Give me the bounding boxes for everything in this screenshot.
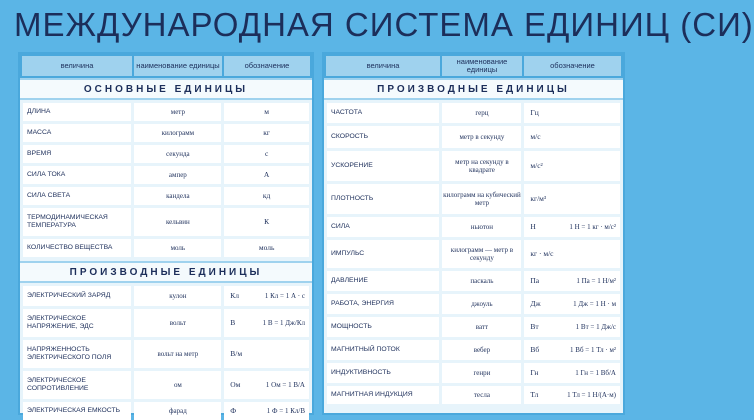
header-unit-name: наименование единицы bbox=[134, 56, 222, 76]
symbol-cell: моль bbox=[224, 239, 309, 257]
table-row bbox=[324, 184, 623, 214]
quantity-cell: СКОРОСТЬ bbox=[327, 126, 439, 148]
unit-name-cell: килограмм bbox=[134, 124, 221, 142]
symbol-cell bbox=[524, 151, 620, 181]
table-row bbox=[20, 166, 312, 184]
quantity-cell: УСКОРЕНИЕ bbox=[327, 151, 439, 181]
unit-name-cell: кандела bbox=[134, 187, 221, 205]
symbol-cell bbox=[224, 286, 309, 306]
table-row bbox=[324, 317, 623, 337]
unit-symbol: Гн bbox=[530, 367, 539, 377]
table-row bbox=[20, 340, 312, 368]
unit-symbol: Вт bbox=[530, 321, 539, 331]
table-row bbox=[324, 271, 623, 291]
unit-relation: 1 Н = 1 кг · м/с² bbox=[569, 222, 616, 231]
quantity-cell: МАГНИТНАЯ ИНДУКЦИЯ bbox=[327, 386, 439, 404]
table-row bbox=[20, 124, 312, 142]
quantity-cell: СИЛА СВЕТА bbox=[23, 187, 131, 205]
table-row bbox=[324, 340, 623, 360]
quantity-cell: РАБОТА, ЭНЕРГИЯ bbox=[327, 294, 439, 314]
table-row bbox=[20, 286, 312, 306]
symbol-cell bbox=[524, 317, 620, 337]
header-quantity: величина bbox=[326, 56, 440, 76]
quantity-cell: СИЛА ТОКА bbox=[23, 166, 131, 184]
quantity-cell: ЭЛЕКТРИЧЕСКИЙ ЗАРЯД bbox=[23, 286, 131, 306]
symbol-cell bbox=[224, 402, 309, 420]
unit-name-cell: метр bbox=[134, 103, 221, 121]
table-row bbox=[20, 103, 312, 121]
unit-name-cell: вольт bbox=[134, 309, 221, 337]
symbol-cell: кг bbox=[224, 124, 309, 142]
header-symbol: обозначение bbox=[524, 56, 621, 76]
table-row bbox=[20, 187, 312, 205]
quantity-cell: МАССА bbox=[23, 124, 131, 142]
table-row bbox=[324, 103, 623, 123]
unit-relation: 1 Кл = 1 А · с bbox=[264, 291, 305, 300]
quantity-cell: КОЛИЧЕСТВО ВЕЩЕСТВА bbox=[23, 239, 131, 257]
symbol-cell: К bbox=[224, 208, 309, 236]
unit-name-cell: джоуль bbox=[442, 294, 521, 314]
table-row bbox=[324, 217, 623, 237]
symbol-cell: с bbox=[224, 145, 309, 163]
symbol-cell bbox=[524, 126, 620, 148]
header-unit-name: наименование единицы bbox=[442, 56, 522, 76]
quantity-cell: ИМПУЛЬС bbox=[327, 240, 439, 268]
table-row bbox=[324, 126, 623, 148]
unit-relation: 1 Вт = 1 Дж/с bbox=[575, 322, 616, 331]
quantity-cell: НАПРЯЖЕННОСТЬ ЭЛЕКТРИЧЕСКОГО ПОЛЯ bbox=[23, 340, 131, 368]
unit-relation: 1 Тл = 1 Н/(А·м) bbox=[567, 390, 616, 399]
symbol-cell bbox=[224, 309, 309, 337]
table-row bbox=[324, 363, 623, 383]
symbol-cell: А bbox=[224, 166, 309, 184]
unit-symbol: Дж bbox=[530, 298, 541, 308]
header-symbol: обозначение bbox=[224, 56, 310, 76]
unit-name-cell: метр в секунду bbox=[442, 126, 521, 148]
section-title-base-units: ОСНОВНЫЕ ЕДИНИЦЫ bbox=[20, 78, 312, 100]
unit-symbol: В/м bbox=[230, 348, 243, 358]
symbol-cell bbox=[524, 240, 620, 268]
symbol-cell bbox=[524, 103, 620, 123]
unit-symbol: Па bbox=[530, 275, 540, 285]
table-row bbox=[324, 151, 623, 181]
left-panel bbox=[18, 52, 314, 415]
symbol-cell bbox=[224, 340, 309, 368]
table-row bbox=[20, 145, 312, 163]
unit-relation: 1 Ом = 1 В/А bbox=[265, 380, 305, 389]
symbol-cell bbox=[524, 340, 620, 360]
symbol-cell bbox=[524, 217, 620, 237]
table-row bbox=[20, 309, 312, 337]
unit-name-cell: ампер bbox=[134, 166, 221, 184]
table-row bbox=[324, 294, 623, 314]
unit-name-cell: секунда bbox=[134, 145, 221, 163]
unit-name-cell: ватт bbox=[442, 317, 521, 337]
symbol-cell bbox=[524, 271, 620, 291]
unit-name-cell: фарад bbox=[134, 402, 221, 420]
page-title: МЕЖДУНАРОДНАЯ СИСТЕМА ЕДИНИЦ (СИ) bbox=[14, 6, 754, 43]
symbol-cell bbox=[524, 294, 620, 314]
table-row bbox=[20, 371, 312, 399]
unit-name-cell: паскаль bbox=[442, 271, 521, 291]
quantity-cell: ЭЛЕКТРИЧЕСКОЕ СОПРОТИВЛЕНИЕ bbox=[23, 371, 131, 399]
quantity-cell: СИЛА bbox=[327, 217, 439, 237]
quantity-cell: ЭЛЕКТРИЧЕСКОЕ НАПРЯЖЕНИЕ, ЭДС bbox=[23, 309, 131, 337]
unit-symbol: Гц bbox=[530, 107, 539, 117]
table-row bbox=[324, 386, 623, 404]
unit-symbol: Вб bbox=[530, 344, 540, 354]
header-quantity: величина bbox=[22, 56, 132, 76]
unit-symbol: Ом bbox=[230, 379, 241, 389]
symbol-cell bbox=[524, 363, 620, 383]
unit-name-cell: килограмм — метр в секунду bbox=[442, 240, 521, 268]
unit-name-cell: килограмм на кубический метр bbox=[442, 184, 521, 214]
unit-name-cell: вольт на метр bbox=[134, 340, 221, 368]
unit-name-cell: кулон bbox=[134, 286, 221, 306]
table-row bbox=[20, 239, 312, 257]
quantity-cell: ЭЛЕКТРИЧЕСКАЯ ЕМКОСТЬ bbox=[23, 402, 131, 420]
quantity-cell: ИНДУКТИВНОСТЬ bbox=[327, 363, 439, 383]
unit-relation: 1 Па = 1 Н/м² bbox=[576, 276, 616, 285]
quantity-cell: МАГНИТНЫЙ ПОТОК bbox=[327, 340, 439, 360]
table-row bbox=[20, 402, 312, 420]
unit-name-cell: метр на секунду в квадрате bbox=[442, 151, 521, 181]
unit-symbol: кг · м/с bbox=[530, 248, 554, 258]
unit-symbol: Ф bbox=[230, 405, 237, 415]
unit-symbol: м/с² bbox=[530, 160, 543, 170]
quantity-cell: ДАВЛЕНИЕ bbox=[327, 271, 439, 291]
symbol-cell bbox=[524, 184, 620, 214]
unit-symbol: Н bbox=[530, 221, 536, 231]
section-title-derived-units: ПРОИЗВОДНЫЕ ЕДИНИЦЫ bbox=[324, 78, 623, 100]
left-header-row bbox=[20, 54, 312, 78]
quantity-cell: ДЛИНА bbox=[23, 103, 131, 121]
symbol-cell: кд bbox=[224, 187, 309, 205]
unit-relation: 1 Вб = 1 Тл · м² bbox=[570, 345, 616, 354]
unit-relation: 1 В = 1 Дж/Кл bbox=[262, 318, 305, 327]
right-panel bbox=[322, 52, 625, 415]
right-header-row bbox=[324, 54, 623, 78]
unit-name-cell: генри bbox=[442, 363, 521, 383]
base-units-table bbox=[20, 103, 312, 257]
unit-name-cell: кельвин bbox=[134, 208, 221, 236]
left-derived-units-table bbox=[20, 286, 312, 420]
section-title-derived-units: ПРОИЗВОДНЫЕ ЕДИНИЦЫ bbox=[20, 261, 312, 283]
unit-name-cell: вебер bbox=[442, 340, 521, 360]
quantity-cell: МОЩНОСТЬ bbox=[327, 317, 439, 337]
unit-name-cell: ньютон bbox=[442, 217, 521, 237]
unit-symbol: Кл bbox=[230, 290, 239, 300]
right-derived-units-table bbox=[324, 103, 623, 404]
symbol-cell: м bbox=[224, 103, 309, 121]
symbol-cell bbox=[524, 386, 620, 404]
table-row bbox=[324, 240, 623, 268]
quantity-cell: ЧАСТОТА bbox=[327, 103, 439, 123]
quantity-cell: ТЕРМОДИНАМИЧЕСКАЯ ТЕМПЕРАТУРА bbox=[23, 208, 131, 236]
unit-symbol: кг/м³ bbox=[530, 193, 547, 203]
unit-name-cell: герц bbox=[442, 103, 521, 123]
unit-name-cell: тесла bbox=[442, 386, 521, 404]
unit-relation: 1 Ф = 1 Кл/В bbox=[266, 406, 305, 415]
unit-relation: 1 Гн = 1 Вб/А bbox=[575, 368, 616, 377]
quantity-cell: ВРЕМЯ bbox=[23, 145, 131, 163]
unit-symbol: м/с bbox=[530, 131, 541, 141]
unit-name-cell: моль bbox=[134, 239, 221, 257]
table-row bbox=[20, 208, 312, 236]
unit-name-cell: ом bbox=[134, 371, 221, 399]
unit-relation: 1 Дж = 1 Н · м bbox=[573, 299, 616, 308]
symbol-cell bbox=[224, 371, 309, 399]
quantity-cell: ПЛОТНОСТЬ bbox=[327, 184, 439, 214]
unit-symbol: В bbox=[230, 317, 236, 327]
unit-symbol: Тл bbox=[530, 389, 539, 399]
